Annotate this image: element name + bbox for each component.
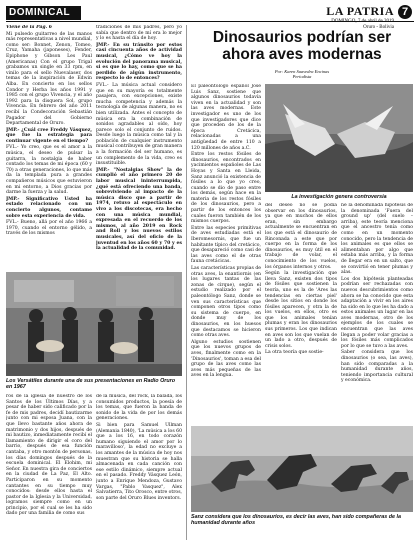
dinosaur-photo-top — [265, 84, 413, 192]
page-number: 7 — [398, 5, 412, 19]
dinosaur-photo-bottom-caption: Sanz considera que los dinosaurios, es decir las aves, han sido compañeras de la humanidad durante años — [191, 514, 402, 527]
header-rule — [6, 21, 414, 22]
paragraph: Según la investigación que lleva Sanz, existen dos tipos de fósiles que sostienen la teoría, uno es la de 'Ares las tendencias en ciertas piel' desde los sitios en donde los fósiles aparecen, y otra la de los vuelos, en ellos, otro es que los animales tenían plumas y eran los dinosaurios sus primeros. Los que indican en aves son los que vuelan de un lado a otro, después de crisis solos. — [265, 271, 337, 349]
byline: Por: Karen Saavedra Encinas Periodista — [274, 69, 330, 79]
location-line: Oruro - Bolivia — [363, 25, 394, 30]
band-photo-image — [6, 272, 182, 376]
paragraph: FVL.- Yo creo, que es el amor a la música, el deseo de pulsar la guitarra, la nostalgia de haber contado los temas de mi época (60 y 70) a otras generaciones, lo que más da la templada pura a grandes compañeros músicos que estuvieron en mi entorno, a Dios gracias por darme la fuerza y la salud. — [6, 145, 92, 196]
paragraph: FVL.- La música actual considero que en su mayoría es totalmente pasajera, con excepciones, existe mucha competencia y además la tecnología de algunas manera, no es bien utilizada. Antes el concepto de música era la combinación de sonidos agradables al oído, hoy parece solo el conjunto de ruidos. Desde luego la música como tal y la población de cualquier instrumento musical contribuyen de gran manera a la formación del ser humano, es un complemento de la vida, creo es insustituible. — [96, 82, 182, 167]
masthead — [326, 4, 394, 31]
paragraph: Los dos hipótesis planteadas podrían ser rechazadas con nuevos descubrimientos como ahora se ha conocido que esta adaptación a vivir en los aires ha sido en lo que les ha dado a estos animales un lugar en las aves modernas, otro de los ejemplos de los cuales se encuentran que las aves llegan a poder volar gracias a los fósiles más complicados por lo que se tuvo a las aves. — [341, 276, 413, 349]
section-label: DOMINICAL — [6, 6, 81, 20]
dinosaur-illustration-bottom — [191, 426, 413, 512]
paper-name: LA PATRIA — [326, 4, 394, 18]
paragraph: tradiciones de mis padres, pero yo sabía que dentro de mí era lo mejor y lo es hasta el día de hoy. — [96, 25, 182, 42]
column-divider — [186, 25, 187, 540]
left-article-column-3 — [6, 394, 92, 540]
paragraph: Entre los restos fósiles de dinosaurios, encontrados en yacimientos españoles de Las Hoyas y Santa en Lleida, Sanz anunció la existencia de fósiles a lo que yo creo, cuando se dio de paso entre los demás, según hace en la materia de los restos fósiles de los dinosaurios, pero a partir de los entonces los cuales fueron también de los mismos cuerpos. — [191, 152, 261, 225]
question: JMP.- "Nostalgias Show" la de cumplió el año primero 20 de labor musical ininterrumpida, ¿qué está ofreciendo una banda, sobreviviendo al impacto de la música disco que a partir de 1974, retuvo al espectáculo en vivo a los discotecas, era hecho con una música mundial, expresada en el recuerdo de los mismos, al año 2019 en Rock and Roll y los nuevos estilos musicales, así del oficio de la juventud en los años 60 y 70 y es la actualidad de la comunidad. — [96, 167, 182, 252]
paragraph: ros de la iglesia de nuestro de los Santos de los Últimos Días, y a pesar de haber sido calificado por la fe de mis padres, decidí bautizarme junto con mi esposa Juana, con la que llevo bastante años ahora de matrimonio y dos hijos, después de mi bautizo, inmediatamente recibí el llamamiento de dirigir el coro del barrio, después de esa función cantaba, y otro montón de personas, los días domingos después de la escuela dominical. El Elohim, mi Señor. En nuestra gira de conciertos en la ciudad de La Paz, El Alto. Participaron en su momento cantantes en su tiempo muy conocidos: desde ellos hasta el pastor de la Iglesia y la Universidad, logramos siempre como en un principio, por el cual se les ha sido dado por una familia de como sus — [6, 394, 92, 517]
left-article-column-1 — [6, 25, 92, 268]
question: JMP.- ¿Cuál cree Freddy Vásquez, que fue la estrategia para continuar vigente en el tiempo? — [6, 127, 92, 144]
main-article-column-3 — [341, 203, 413, 422]
dinosaur-illustration-top — [265, 84, 413, 192]
paragraph: de la música, del rock, la balada, los consumidos productos, la poesía de los temas, que fueron la banda de sonido de la vida de por los demás generaciones. — [96, 394, 182, 422]
paragraph: Si bien para Samuel Ullman (Alemania 1840), 'La música a los 60 que a los 16, en todo corazón humano siguiendo el amor por lo maravilloso', la edad no excluye a los amantes de la música de hoy nos muestran que su historia se halla almacenada en cada canción con ese estilo dinámico, siempre actual en el pasado. Freddy Vásquez León, junto a Enrique Mendoza, Gustavo Vargas, "Pablo Vasquez", Alex Salvatierra, Tito Orosco, entre otros, son parte del Oruro Blues inventors. — [96, 422, 182, 501]
paragraph: del deseo no se podía observar en los dinosaurios, ya que en muchos de ellos eran, sin embargo actualmente se encuentran en los que está el dinosaurio de Rinconada a este que por cuerpo en la forma de los dinosaurios, es muy útil en el trabajo de volar, el conocimiento de los vuelos, los órganos internos y otros. — [265, 203, 337, 270]
paragraph: Alguno estudios sostienen que los nuevos grupos de aves, finalmente como en la 'Dinosaurios', toman a esa del grupo de las aves como las aves más pequeñas de las aves en la lengua. — [191, 339, 261, 379]
paragraph: Entre las especies primitivas de aves estudiadas está el Iberomesornis, que fue un habitante típico del cretácico, que desapareció como casi de las aves como el de otras fauna cretácicas. — [191, 225, 261, 265]
dinosaur-photo-top-caption: La investigación genera controversia — [291, 194, 387, 200]
paragraph: ne la denominada hipótesis de la denominada 'Fuera del ground up' (del suelo – arriba), este teoría menciona que el ancestro tenía como como en un momento conocido, pero la tendencia de los animales es que ellos se alimentaban por algo que estaba más arriba, y la forma de llegar era en un salto, que se convirtió en tener plumas y alas. — [341, 203, 413, 276]
paragraph: El paleontólogo español José Luis Sanz, sostiene que algunos dinosaurios todavía viven en la actualidad y son las aves modernas. Este investigador es uno de los que investigadores que dice que proceden de los de la época Cretácica, relacionadas a una antigüedad de entre 110 a 120 millones de años a.C. — [191, 84, 261, 151]
question: JMP.- En su tránsito por estos casi cincuenta años de actividad musical, ¿Cómo ve hoy la evolución del panorama musical, si es que lo hay, como que se ha perdido de algún instrumento, respecto lo de entonces? — [96, 42, 182, 82]
headline: Dinosaurios podrían ser ahora aves modernas — [212, 29, 392, 63]
question: JMP.- Significativo Usted ha estado relacionado con un concierto algunos, contame sobre esta experiencia de vida. — [6, 196, 92, 219]
kicker: Viene de la Pág. 6 — [6, 25, 52, 30]
paragraph: Las características propias de otras aves, la enantiornis (en los lugares tantas de las zonas de cirque), según el estudio realizado por el paleontólogo Sanz, donde se ven sus características que componen otros tipos como su sistema de cuerpo, en donde muy de los dinosaurios, en los huesos que destacamos se hicieron como otras aves. — [191, 266, 261, 339]
dinosaur-photo-bottom — [191, 426, 413, 512]
main-article-column-2 — [265, 203, 337, 422]
paragraph: Saber considera que los dinosaurios (o sea, las aves), han sido comparadas a la humanidad durante años, teniendo importancia cultural y económica. — [341, 350, 413, 384]
band-photo — [6, 272, 182, 376]
paragraph: La otra teoría que sostie- — [265, 350, 324, 356]
left-article-column-4 — [96, 394, 182, 540]
main-article-column-1 — [191, 84, 261, 422]
left-article-column-2 — [96, 25, 182, 268]
paragraph: FVL.- Bueno, allá por el año 1966 a 1970, cuando el entorno gélido, a través de los mismos — [6, 220, 92, 237]
band-photo-caption: Los Versátiles durante una de sus presentaciones en Radio Oruro en 1967 — [6, 378, 176, 391]
paragraph: Mi pulsedo guitarreo de las manos más representativas a nivel mundial, como ser: Bonnet, Zenon, Tomeo, Cruz, Yamaha (japoneses), Fender, Epiphone y Gibson Les Paul (Americanas) Con el grupo Trigal grabamos un single en 33 rpm, en vinilo para el sello Nuevalaser, dos temas de la inspiración de Edwin Alba. En concierto en los sellos Condor y Herba los años 1991 y 1985 con el grupo Vivencia, y el año 1992 para la disquera Sol, grupo Vivencia. En febrero del año 2011 recibí la Condecoración Sebastián Pagador del Gobierno Departamental de Oruro. — [6, 31, 92, 127]
